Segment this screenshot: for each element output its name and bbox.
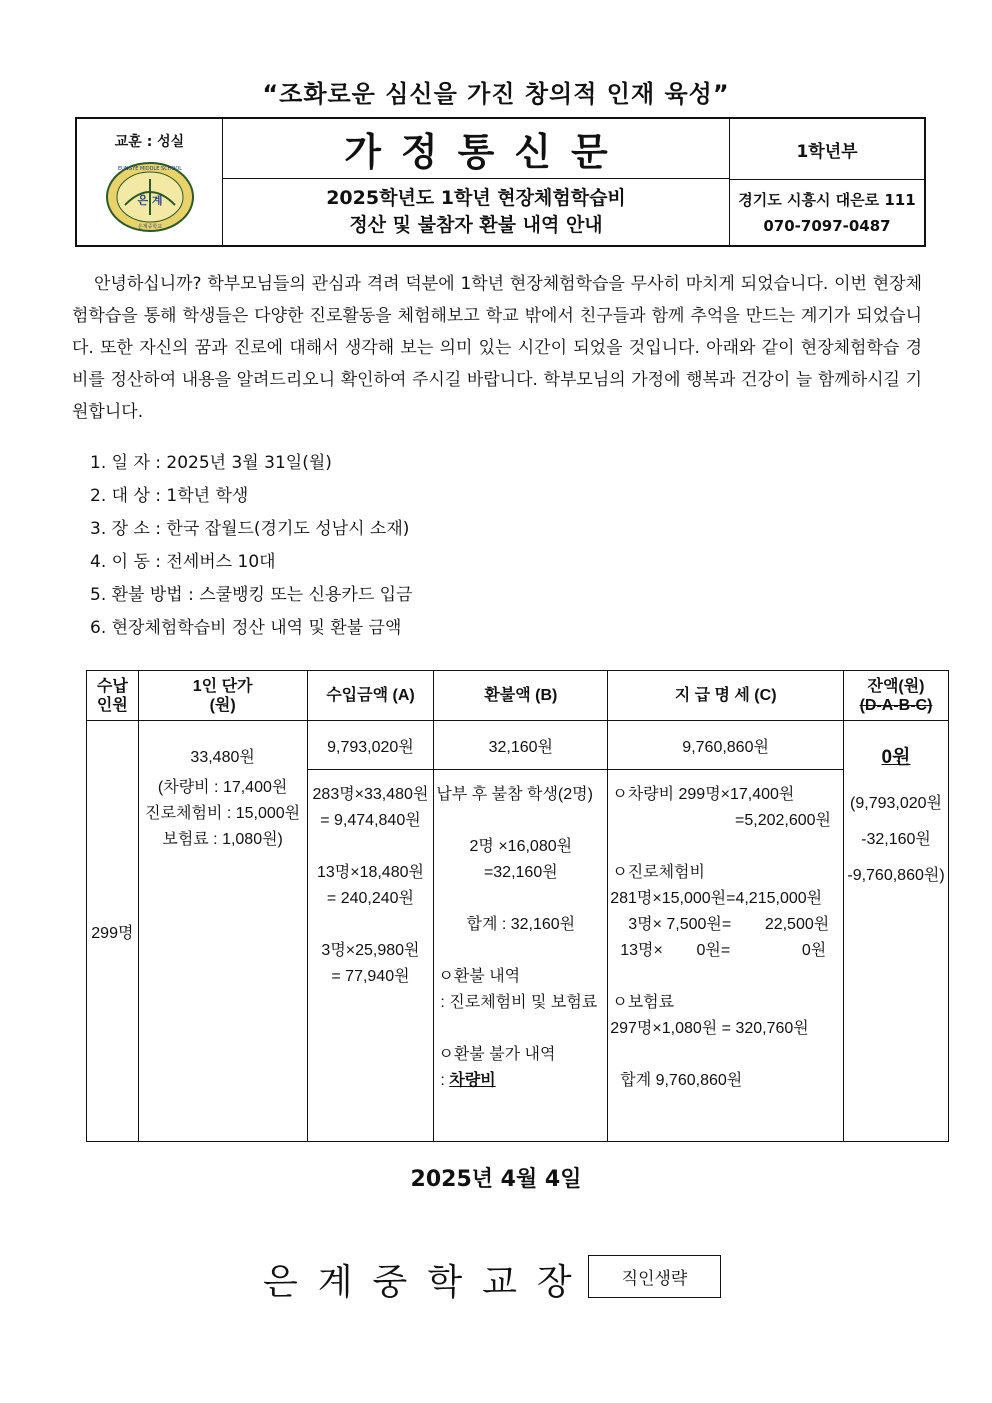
detail-date: 1. 일 자 : 2025년 3월 31일(월)	[90, 453, 332, 473]
subtitle-line-2: 정산 및 불참자 환불 내역 안내	[349, 213, 603, 236]
cell-income-detail: 283명×33,480원 = 9,474,840원 13명×18,480원 = 240,240원 3명×25,980원 = 77,940원	[307, 770, 434, 1142]
non-refundable-item: 차량비	[449, 1072, 496, 1089]
school-emblem-icon	[105, 161, 195, 233]
detail-place: 3. 장 소 : 한국 잡월드(경기도 성남시 소재)	[90, 519, 410, 539]
school-contact	[730, 180, 924, 245]
letter-title: 가정통신문	[223, 119, 729, 179]
cell-balance	[844, 721, 949, 1142]
non-refundable-line: : 차량비	[440, 1072, 496, 1089]
cell-refund-total: 32,160원	[434, 721, 608, 770]
school-address: 경기도 시흥시 대은로 111	[738, 190, 916, 209]
cell-spend-detail: ㅇ차량비 299명×17,400원 =5,202,600원 ㅇ진로체험비 281명×15,000원=4,215,000원 3명× 7,500원= 22,500원 13명× 0원= 0원 ㅇ보험료 297명×1,080원 = 320,760원 합계 9,760,860원	[608, 770, 844, 1142]
table-header-row	[87, 671, 949, 721]
unit-breakdown-vehicle: (차량비 : 17,400원	[157, 779, 288, 796]
detail-refund-method: 5. 환불 방법 : 스쿨뱅킹 또는 신용카드 입금	[90, 585, 413, 605]
school-motto-label: 교훈 : 성실	[114, 134, 185, 150]
cell-spend-total: 9,760,860원	[608, 721, 844, 770]
detail-target: 2. 대 상 : 1학년 학생	[90, 486, 249, 506]
letter-subtitle	[223, 179, 729, 244]
unit-breakdown-career: 진로체험비 : 15,000원	[145, 805, 301, 822]
school-motto-banner: “조화로운 심신을 가진 창의적 인재 육성”	[262, 80, 730, 108]
principal-signature: 은계중학교장	[263, 1262, 592, 1303]
balance-calc-income: (9,793,020원	[850, 795, 942, 812]
cell-count: 299명	[87, 721, 139, 1142]
header-income: 수입금액 (A)	[307, 671, 434, 721]
cell-refund-detail: 납부 후 불참 학생(2명) 2명 ×16,080원 =32,160원 합계 : 32,160원 ㅇ환불 내역 : 진로체험비 및 보험료 ㅇ환불 불가 내역 : 차량비	[434, 770, 608, 1142]
header-spend: 지 급 명 세 (C)	[608, 671, 844, 721]
settlement-table	[86, 670, 949, 1142]
school-phone: 070-7097-0487	[763, 216, 891, 235]
balance-amount: 0원	[881, 747, 911, 768]
event-details-list	[90, 447, 413, 645]
cell-income-total: 9,793,020원	[307, 721, 434, 770]
balance-calc-refund: -32,160원	[861, 831, 931, 848]
grade-department: 1학년부	[730, 119, 924, 180]
issue-date: 2025년 4월 4일	[410, 1167, 582, 1192]
unit-breakdown-insurance: 보험료 : 1,080원)	[162, 831, 283, 848]
official-seal-box: 직인생략	[588, 1255, 721, 1298]
school-emblem-cell	[77, 119, 223, 245]
contact-cell	[730, 119, 924, 245]
emblem-text: 은 계	[137, 194, 163, 207]
title-cell	[223, 119, 730, 245]
header-count: 수납 인원	[87, 671, 139, 721]
table-row-totals	[87, 721, 949, 770]
detail-transport: 4. 이 동 : 전세버스 10대	[90, 552, 276, 572]
balance-calc-spend: -9,760,860원)	[847, 867, 945, 884]
detail-settlement: 6. 현장체험학습비 정산 내역 및 환불 금액	[90, 618, 402, 638]
letter-header	[75, 117, 926, 247]
cell-unit-price	[138, 721, 307, 1142]
emblem-ring-top-text: EUNGYE MIDDLE SCHOOL	[117, 166, 183, 172]
subtitle-line-1: 2025학년도 1학년 현장체험학습비	[326, 186, 626, 209]
intro-paragraph: 안녕하십니까? 학부모님들의 관심과 격려 덕분에 1학년 현장체험학습을 무사히 마치게 되었습니다. 이번 현장체험학습을 통해 학생들은 다양한 진로활동을 체험해보고 학교 밖에서 친구들과 함께 추억을 만드는 계기가 되었습니다. 또한 자신의 꿈과 진로에 대해서 생각해 보는 의미 있는 시간이 되었을 것입니다. 아래와 같이 현장체험학습 경비를 정산하여 내용을 알려드리오니 확인하여 주시길 바랍니다. 학부모님의 가정에 행복과 건강이 늘 함께하시길 기원합니다.	[72, 274, 922, 422]
header-balance: 잔액(원) (D-A-B-C)	[844, 671, 949, 721]
header-unit-price: 1인 단가 (원)	[138, 671, 307, 721]
unit-price-total: 33,480원	[190, 749, 255, 766]
emblem-ring-bottom-text: 은계중학교	[137, 224, 163, 230]
header-refund: 환불액 (B)	[434, 671, 608, 721]
